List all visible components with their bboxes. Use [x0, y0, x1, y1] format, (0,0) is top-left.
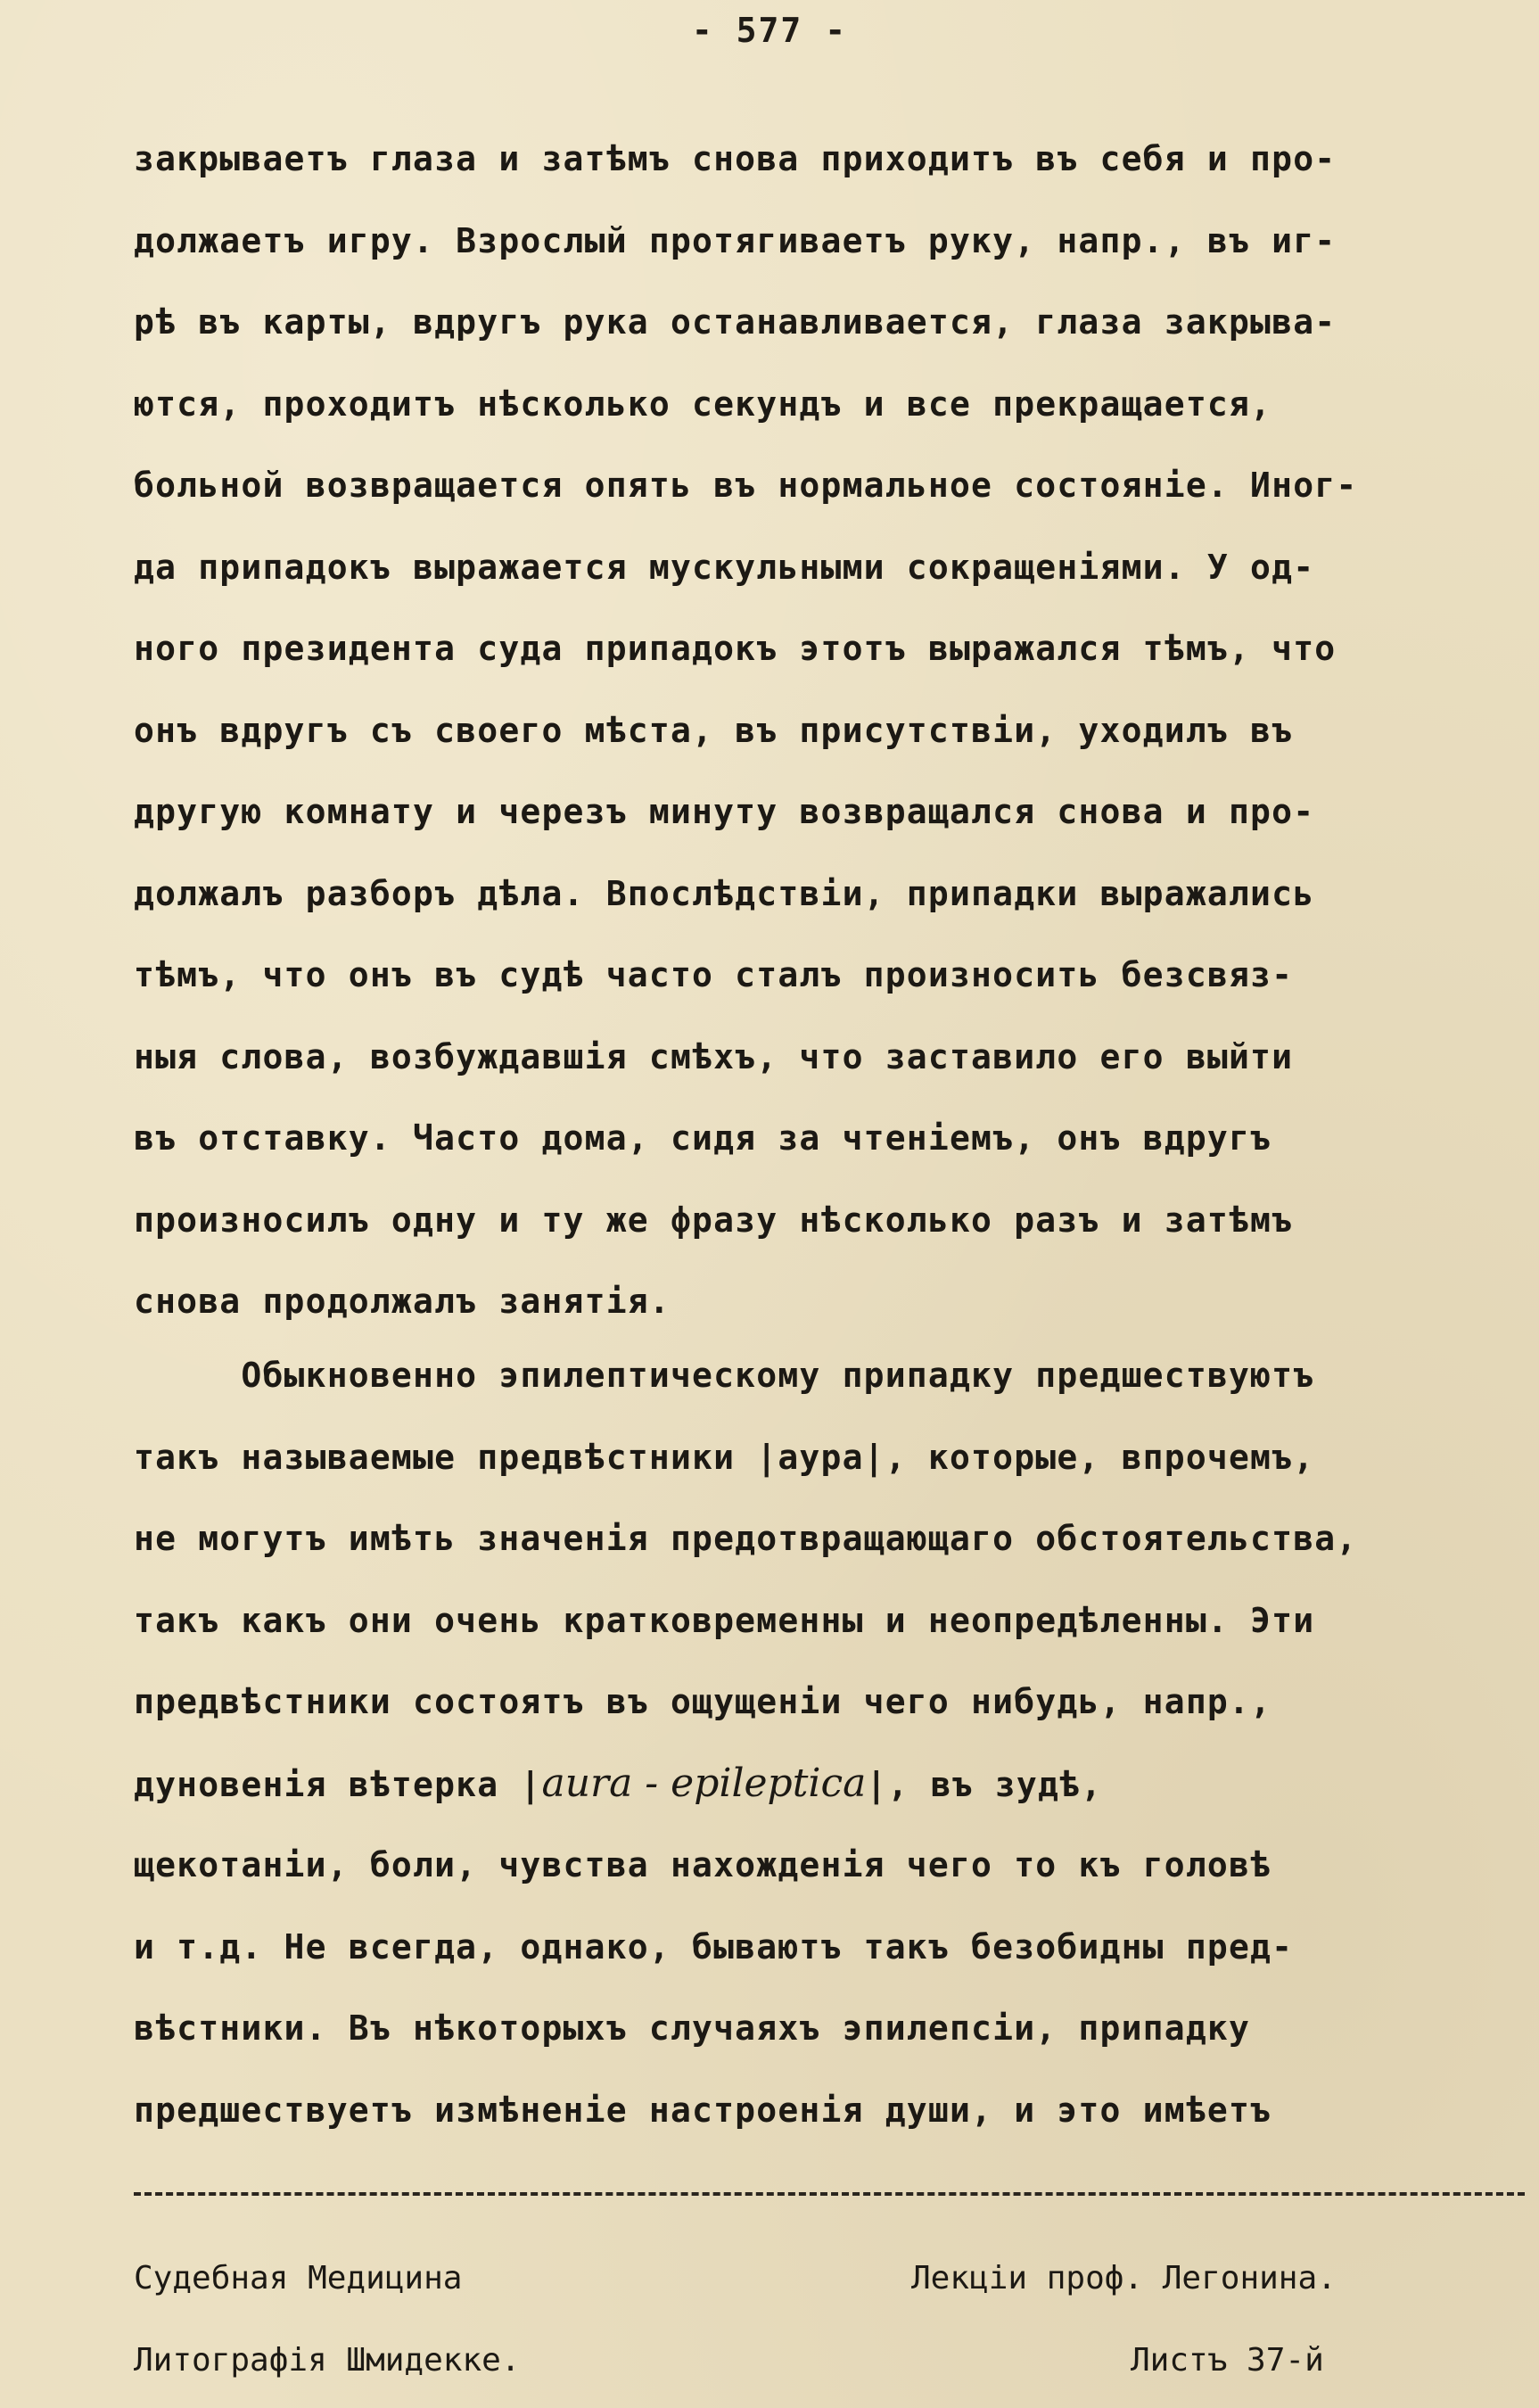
- text-line: не могутъ имѣть значенія предотвращающаго обстоятельства,: [134, 1519, 1358, 1558]
- text-line: Обыкновенно эпилептическому припадку предшествуютъ: [134, 1356, 1315, 1395]
- text-line: онъ вдругъ съ своего мѣста, въ присутствіи, уходилъ въ: [134, 710, 1294, 750]
- footer-divider: [134, 2192, 1525, 2196]
- text-segment: дуновенія вѣтерка |: [134, 1764, 542, 1804]
- text-line-with-handwriting: [134, 1757, 1525, 1839]
- footer-subject: Судебная Медицина: [134, 2260, 463, 2297]
- text-line: закрываетъ глаза и затѣмъ снова приходитъ въ себя и про-: [134, 139, 1337, 178]
- text-line: больной возвращается опять въ нормальное состояніе. Иног-: [134, 466, 1358, 505]
- paragraph-2: [134, 1348, 1525, 2165]
- footer-printer: Литографія Шмидекке.: [134, 2342, 521, 2379]
- text-line: должалъ разборъ дѣла. Впослѣдствіи, припадки выражались: [134, 873, 1315, 913]
- text-line: и т.д. Не всегда, однако, бываютъ такъ безобидны пред-: [134, 1926, 1294, 1967]
- text-line: щекотаніи, боли, чувства нахожденія чего то къ головѣ: [134, 1845, 1272, 1884]
- text-line: должаетъ игру. Взрослый протягиваетъ руку, напр., въ иг-: [134, 220, 1337, 260]
- text-line: вѣстники. Въ нѣкоторыхъ случаяхъ эпилепсіи, припадку: [134, 2008, 1251, 2048]
- text-line: ного президента суда припадокъ этотъ выражался тѣмъ, что: [134, 629, 1337, 668]
- footer-sheet: Листъ 37-й: [1131, 2342, 1324, 2379]
- text-line: рѣ въ карты, вдругъ рука останавливается, глаза закрыва-: [134, 302, 1337, 342]
- page-number: - 577 -: [691, 11, 848, 50]
- text-line: другую комнату и черезъ минуту возвращался снова и про-: [134, 792, 1315, 831]
- text-line: ныя слова, возбуждавшія смѣхъ, что заставило его выйти: [134, 1036, 1294, 1076]
- text-line: тѣмъ, что онъ въ судѣ часто сталъ произносить безсвяз-: [134, 955, 1294, 994]
- text-line: произносилъ одну и ту же фразу нѣсколько разъ и затѣмъ: [134, 1200, 1294, 1240]
- handwritten-insertion: aura - epileptica: [541, 1760, 867, 1806]
- text-line: ются, проходитъ нѣсколько секундъ и все прекращается,: [134, 383, 1272, 424]
- text-segment: |, въ зудѣ,: [866, 1764, 1103, 1804]
- text-line: снова продолжалъ занятія.: [134, 1282, 671, 1321]
- text-line: предшествуетъ измѣненіе настроенія души, и это имѣетъ: [134, 2090, 1272, 2130]
- text-line: да припадокъ выражается мускульными сокращеніями. У од-: [134, 547, 1315, 587]
- paragraph-1: [134, 132, 1525, 1357]
- text-line: предвѣстники состоятъ въ ощущеніи чего нибудь, напр.,: [134, 1682, 1272, 1721]
- text-line: въ отставку. Часто дома, сидя за чтеніемъ, онъ вдругъ: [134, 1118, 1272, 1158]
- text-line: такъ какъ они очень кратковременны и неопредѣленны. Эти: [134, 1600, 1315, 1640]
- text-line: такъ называемые предвѣстники |аура|, которые, впрочемъ,: [134, 1437, 1315, 1477]
- footer-lecturer: Лекціи проф. Легонина.: [911, 2260, 1337, 2297]
